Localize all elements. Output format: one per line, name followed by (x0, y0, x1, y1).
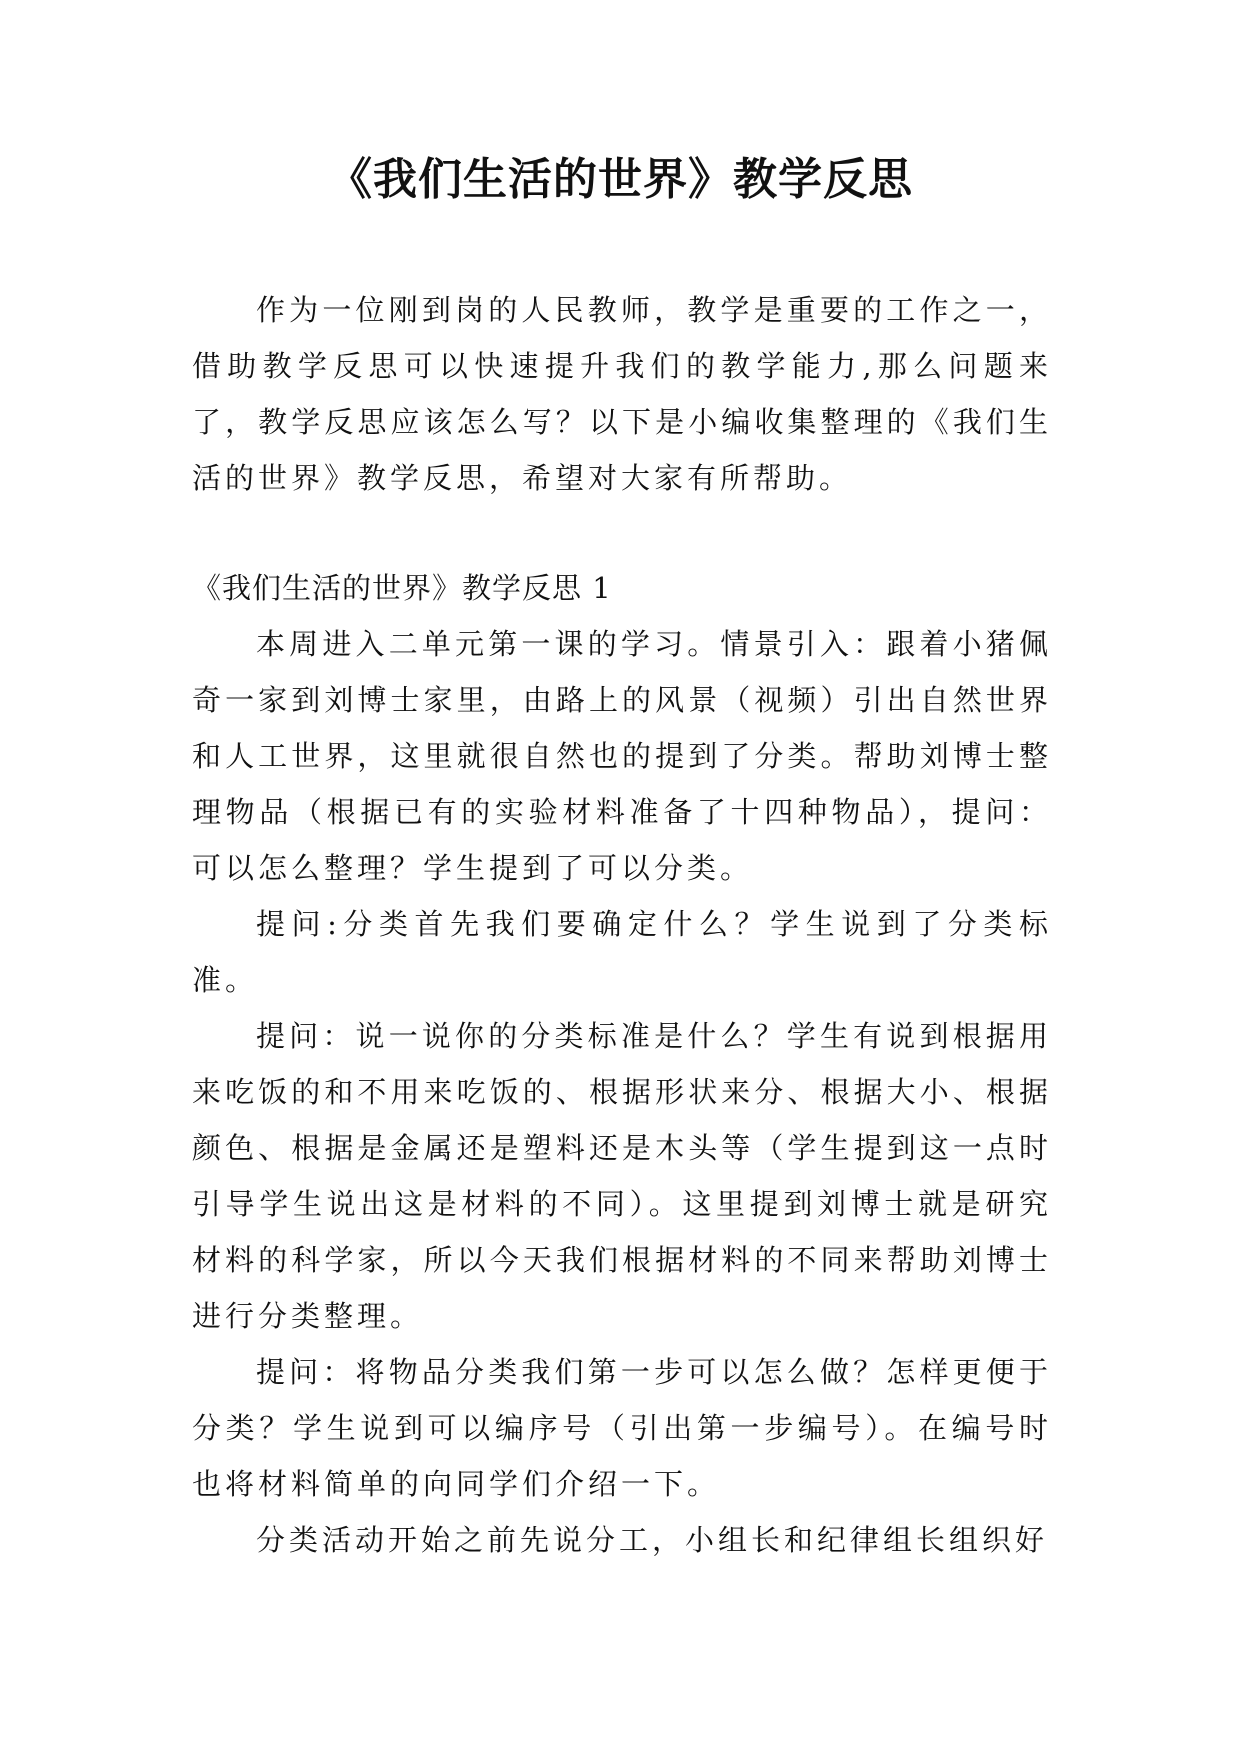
section-heading: 《我们生活的世界》教学反思 1 (192, 571, 612, 605)
body-paragraph: 提问：将物品分类我们第一步可以怎么做？怎样更便于分类？学生说到可以编序号（引出第一步编号）。在编号时也将材料简单的向同学们介绍一下。 (192, 1355, 1052, 1501)
body-paragraph: 提问：说一说你的分类标准是什么？学生有说到根据用来吃饭的和不用来吃饭的、根据形状来分、根据大小、根据颜色、根据是金属还是塑料还是木头等（学生提到这一点时引导学生说出这是材料的不同）。这里提到刘博士就是研究材料的科学家，所以今天我们根据材料的不同来帮助刘博士进行分类整理。 (192, 1019, 1052, 1333)
section-spacer (192, 506, 1052, 560)
intro-paragraph: 作为一位刚到岗的人民教师，教学是重要的工作之一，借助教学反思可以快速提升我们的教学能力,那么问题来了，教学反思应该怎么写？以下是小编收集整理的《我们生活的世界》教学反思，希望对大家有所帮助。 (192, 293, 1052, 495)
body-paragraph: 分类活动开始之前先说分工，小组长和纪律组长组织好 (256, 1523, 1049, 1557)
document-body (192, 282, 1052, 1568)
document-title: 《我们生活的世界》教学反思 (328, 154, 913, 205)
body-paragraph: 本周进入二单元第一课的学习。情景引入：跟着小猪佩奇一家到刘博士家里，由路上的风景（视频）引出自然世界和人工世界，这里就很自然也的提到了分类。帮助刘博士整理物品（根据已有的实验材料准备了十四种物品），提问：可以怎么整理？学生提到了可以分类。 (192, 627, 1052, 885)
body-paragraph: 提问:分类首先我们要确定什么？学生说到了分类标准。 (192, 907, 1052, 997)
